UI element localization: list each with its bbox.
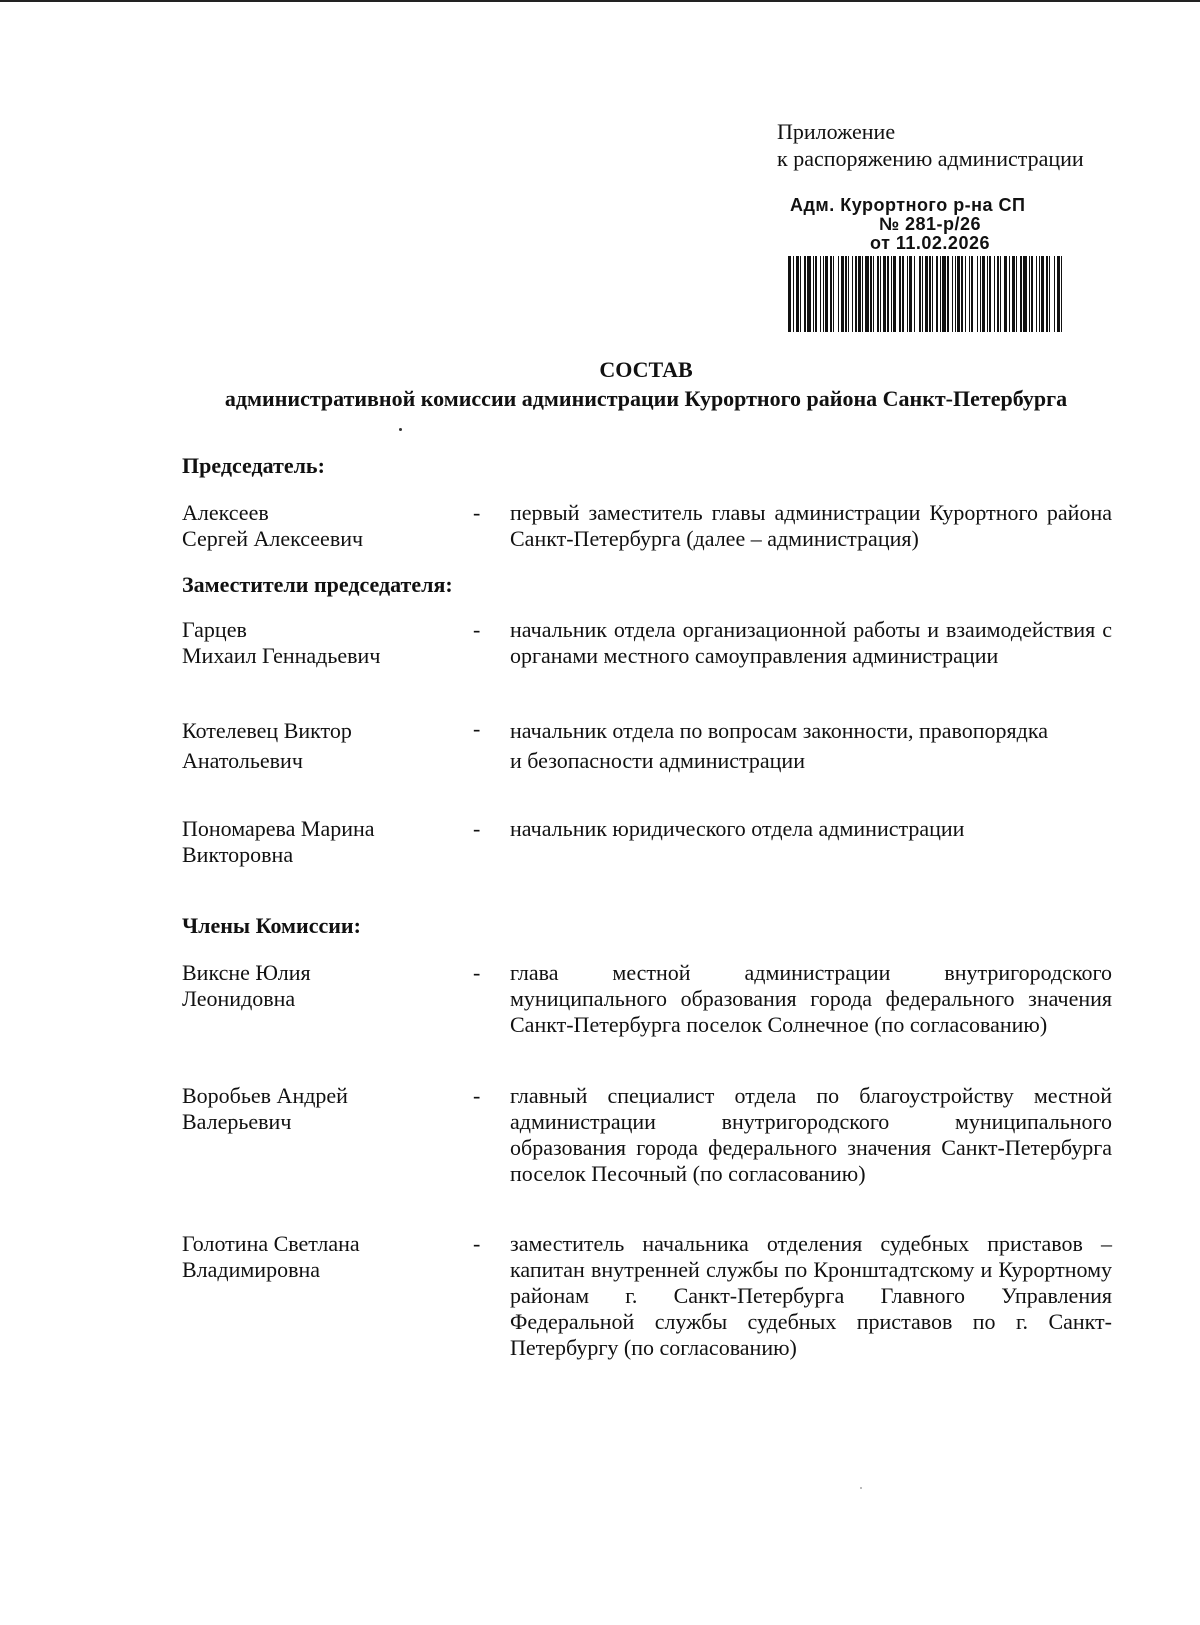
- barcode-bar: [820, 256, 821, 332]
- barcode-bar: [977, 256, 978, 332]
- barcode-bar: [855, 256, 857, 332]
- scan-edge-line: [0, 0, 1200, 2]
- barcode-bar: [877, 256, 879, 332]
- barcode-bar: [997, 256, 999, 332]
- barcode-bar: [902, 256, 904, 332]
- barcode-bar: [914, 256, 915, 332]
- stamp-line-1: Адм. Курортного р-на СП: [790, 195, 1026, 215]
- barcode-bar: [925, 256, 928, 332]
- barcode-bar: [965, 256, 966, 332]
- barcode-bar: [1000, 256, 1001, 332]
- dash-separator: -: [473, 716, 481, 741]
- barcode-bar: [815, 256, 817, 332]
- barcode-bar: [858, 256, 861, 332]
- barcode-bar: [961, 256, 963, 332]
- dash-separator: -: [473, 960, 481, 985]
- barcode-bar: [909, 256, 912, 332]
- person-name: [182, 816, 462, 868]
- document-title: СОСТАВ: [599, 357, 693, 382]
- barcode-bar: [880, 256, 881, 332]
- barcode-bar: [796, 256, 799, 332]
- name-line-1: Пономарева Марина: [182, 816, 375, 841]
- name-line-1: Голотина Светлана: [182, 1231, 360, 1256]
- barcode-bar: [899, 256, 901, 332]
- barcode-bar: [1016, 256, 1017, 332]
- barcode-bar: [1009, 256, 1010, 332]
- barcode-bar: [865, 256, 869, 332]
- barcode-bar: [833, 256, 834, 332]
- barcode-bar: [1004, 256, 1007, 332]
- barcode-bar: [1046, 256, 1048, 332]
- name-line-1: Котелевец Виктор: [182, 718, 352, 743]
- barcode-bar: [788, 256, 791, 332]
- barcode-bar: [955, 256, 956, 332]
- scan-speck: [399, 428, 402, 431]
- barcode-bar: [887, 256, 889, 332]
- barcode-bar: [987, 256, 988, 332]
- section-chair: Председатель:: [182, 453, 325, 478]
- barcode-bar: [980, 256, 981, 332]
- barcode-bar: [1036, 256, 1037, 332]
- barcode-bar: [800, 256, 801, 332]
- name-line-2: Валерьевич: [182, 1109, 292, 1134]
- name-line-1: Гарцев: [182, 617, 247, 642]
- person-role: начальник юридического отдела администрации: [510, 816, 965, 841]
- barcode-bar: [1054, 256, 1055, 332]
- section-deputies: Заместители председателя:: [182, 572, 453, 597]
- person-name: [182, 617, 462, 669]
- barcode-bar: [891, 256, 892, 332]
- name-line-2: Леонидовна: [182, 986, 296, 1011]
- barcode-bar: [1031, 256, 1033, 332]
- barcode-bar: [848, 256, 849, 332]
- barcode-bar: [830, 256, 832, 332]
- barcode-bar: [852, 256, 853, 332]
- name-line-1: Викснe Юлия: [182, 960, 311, 985]
- person-name: [182, 1083, 462, 1135]
- barcode-bar: [845, 256, 847, 332]
- person-name: [182, 500, 462, 552]
- barcode-bar: [1023, 256, 1027, 332]
- barcode-bar: [838, 256, 839, 332]
- barcode-bar: [893, 256, 896, 332]
- person-role: начальник отдела организационной работы и взаимодействия с органами местного самоуправления администрации: [510, 617, 1112, 668]
- person-name: [182, 1231, 462, 1283]
- barcode-bar: [873, 256, 874, 332]
- barcode-bar: [813, 256, 814, 332]
- barcode-bar: [841, 256, 844, 332]
- barcode-bar: [907, 256, 908, 332]
- scan-speck: [860, 1487, 862, 1489]
- dash-separator: -: [473, 500, 481, 525]
- barcode-bar: [1061, 256, 1062, 332]
- person-name: [182, 960, 462, 1012]
- stamp-line-2: № 281-р/26: [878, 214, 982, 234]
- barcode-bar: [929, 256, 931, 332]
- barcode-bar: [1041, 256, 1044, 332]
- dash-separator: -: [473, 1231, 481, 1256]
- barcode-bar: [936, 256, 938, 332]
- barcode-bar: [1020, 256, 1022, 332]
- dash-separator: -: [473, 1083, 481, 1108]
- barcode-bar: [947, 256, 949, 332]
- document-subtitle: административной комиссии администрации Курортного района Санкт-Петербурга: [224, 386, 1068, 411]
- role-line-2: и безопасности администрации: [510, 748, 805, 773]
- barcode-bar: [957, 256, 960, 332]
- barcode-bar: [989, 256, 991, 332]
- person-role: первый заместитель главы администрации Курортного района Санкт-Петербурга (далее – администрация): [510, 500, 1112, 551]
- barcode-bar: [940, 256, 941, 332]
- barcode-bar: [862, 256, 863, 332]
- name-line-2: Анатольевич: [182, 748, 303, 773]
- barcode-bar: [793, 256, 794, 332]
- barcode-bar: [823, 256, 824, 332]
- dash-separator: -: [473, 816, 481, 841]
- person-role: главный специалист отдела по благоустройству местной администрации внутригородского муниципального образования города федерального значения Санкт-Петербурга поселок Песочный (по согласованию): [510, 1083, 1112, 1186]
- dash-separator: -: [473, 617, 481, 642]
- registration-stamp: [785, 196, 1075, 253]
- name-line-2: Владимировна: [182, 1257, 321, 1282]
- barcode-bar: [807, 256, 811, 332]
- barcode-bar: [883, 256, 886, 332]
- barcode-bar: [952, 256, 953, 332]
- barcode-bar: [1039, 256, 1040, 332]
- barcode-bar: [804, 256, 806, 332]
- barcode-bar: [971, 256, 973, 332]
- barcode-bar: [982, 256, 985, 332]
- appendix-line-1: Приложение: [777, 119, 896, 144]
- barcode-bar: [1049, 256, 1050, 332]
- barcode-bar: [932, 256, 933, 332]
- person-role: [510, 716, 1112, 776]
- appendix-line-2: к распоряжению администрации: [777, 146, 1084, 171]
- name-line-2: Викторовна: [182, 842, 294, 867]
- barcode-bar: [1057, 256, 1060, 332]
- barcode-bar: [1029, 256, 1030, 332]
- person-role: глава местной администрации внутригородского муниципального образования города федерального значения Санкт-Петербурга поселок Солнечное (по согласованию): [510, 960, 1112, 1037]
- person-name: [182, 716, 462, 776]
- barcode-bar: [922, 256, 923, 332]
- barcode-image: [788, 256, 1062, 332]
- barcode-bar: [1012, 256, 1015, 332]
- name-line-2: Михаил Геннадьевич: [182, 643, 381, 668]
- appendix-note: [777, 118, 1084, 172]
- stamp-line-3: от 11.02.2026: [870, 233, 990, 253]
- barcode-bar: [942, 256, 946, 332]
- name-line-1: Алексеев: [182, 500, 269, 525]
- barcode-bar: [870, 256, 872, 332]
- barcode-bar: [825, 256, 828, 332]
- section-members: Члены Комиссии:: [182, 913, 361, 938]
- barcode-bar: [919, 256, 921, 332]
- person-role: заместитель начальника отделения судебных приставов – капитан внутренней службы по Кронштадтскому и Курортному районам г. Санкт-Петербурга Главного Управления Федеральной службы судебных приставов по г. Санкт-Петербургу (по согласованию): [510, 1231, 1112, 1360]
- name-line-2: Сергей Алексеевич: [182, 526, 364, 551]
- barcode-bar: [969, 256, 970, 332]
- name-line-1: Воробьев Андрей: [182, 1083, 348, 1108]
- barcode-bar: [994, 256, 995, 332]
- role-line-1: начальник отдела по вопросам законности, правопорядка: [510, 718, 1048, 743]
